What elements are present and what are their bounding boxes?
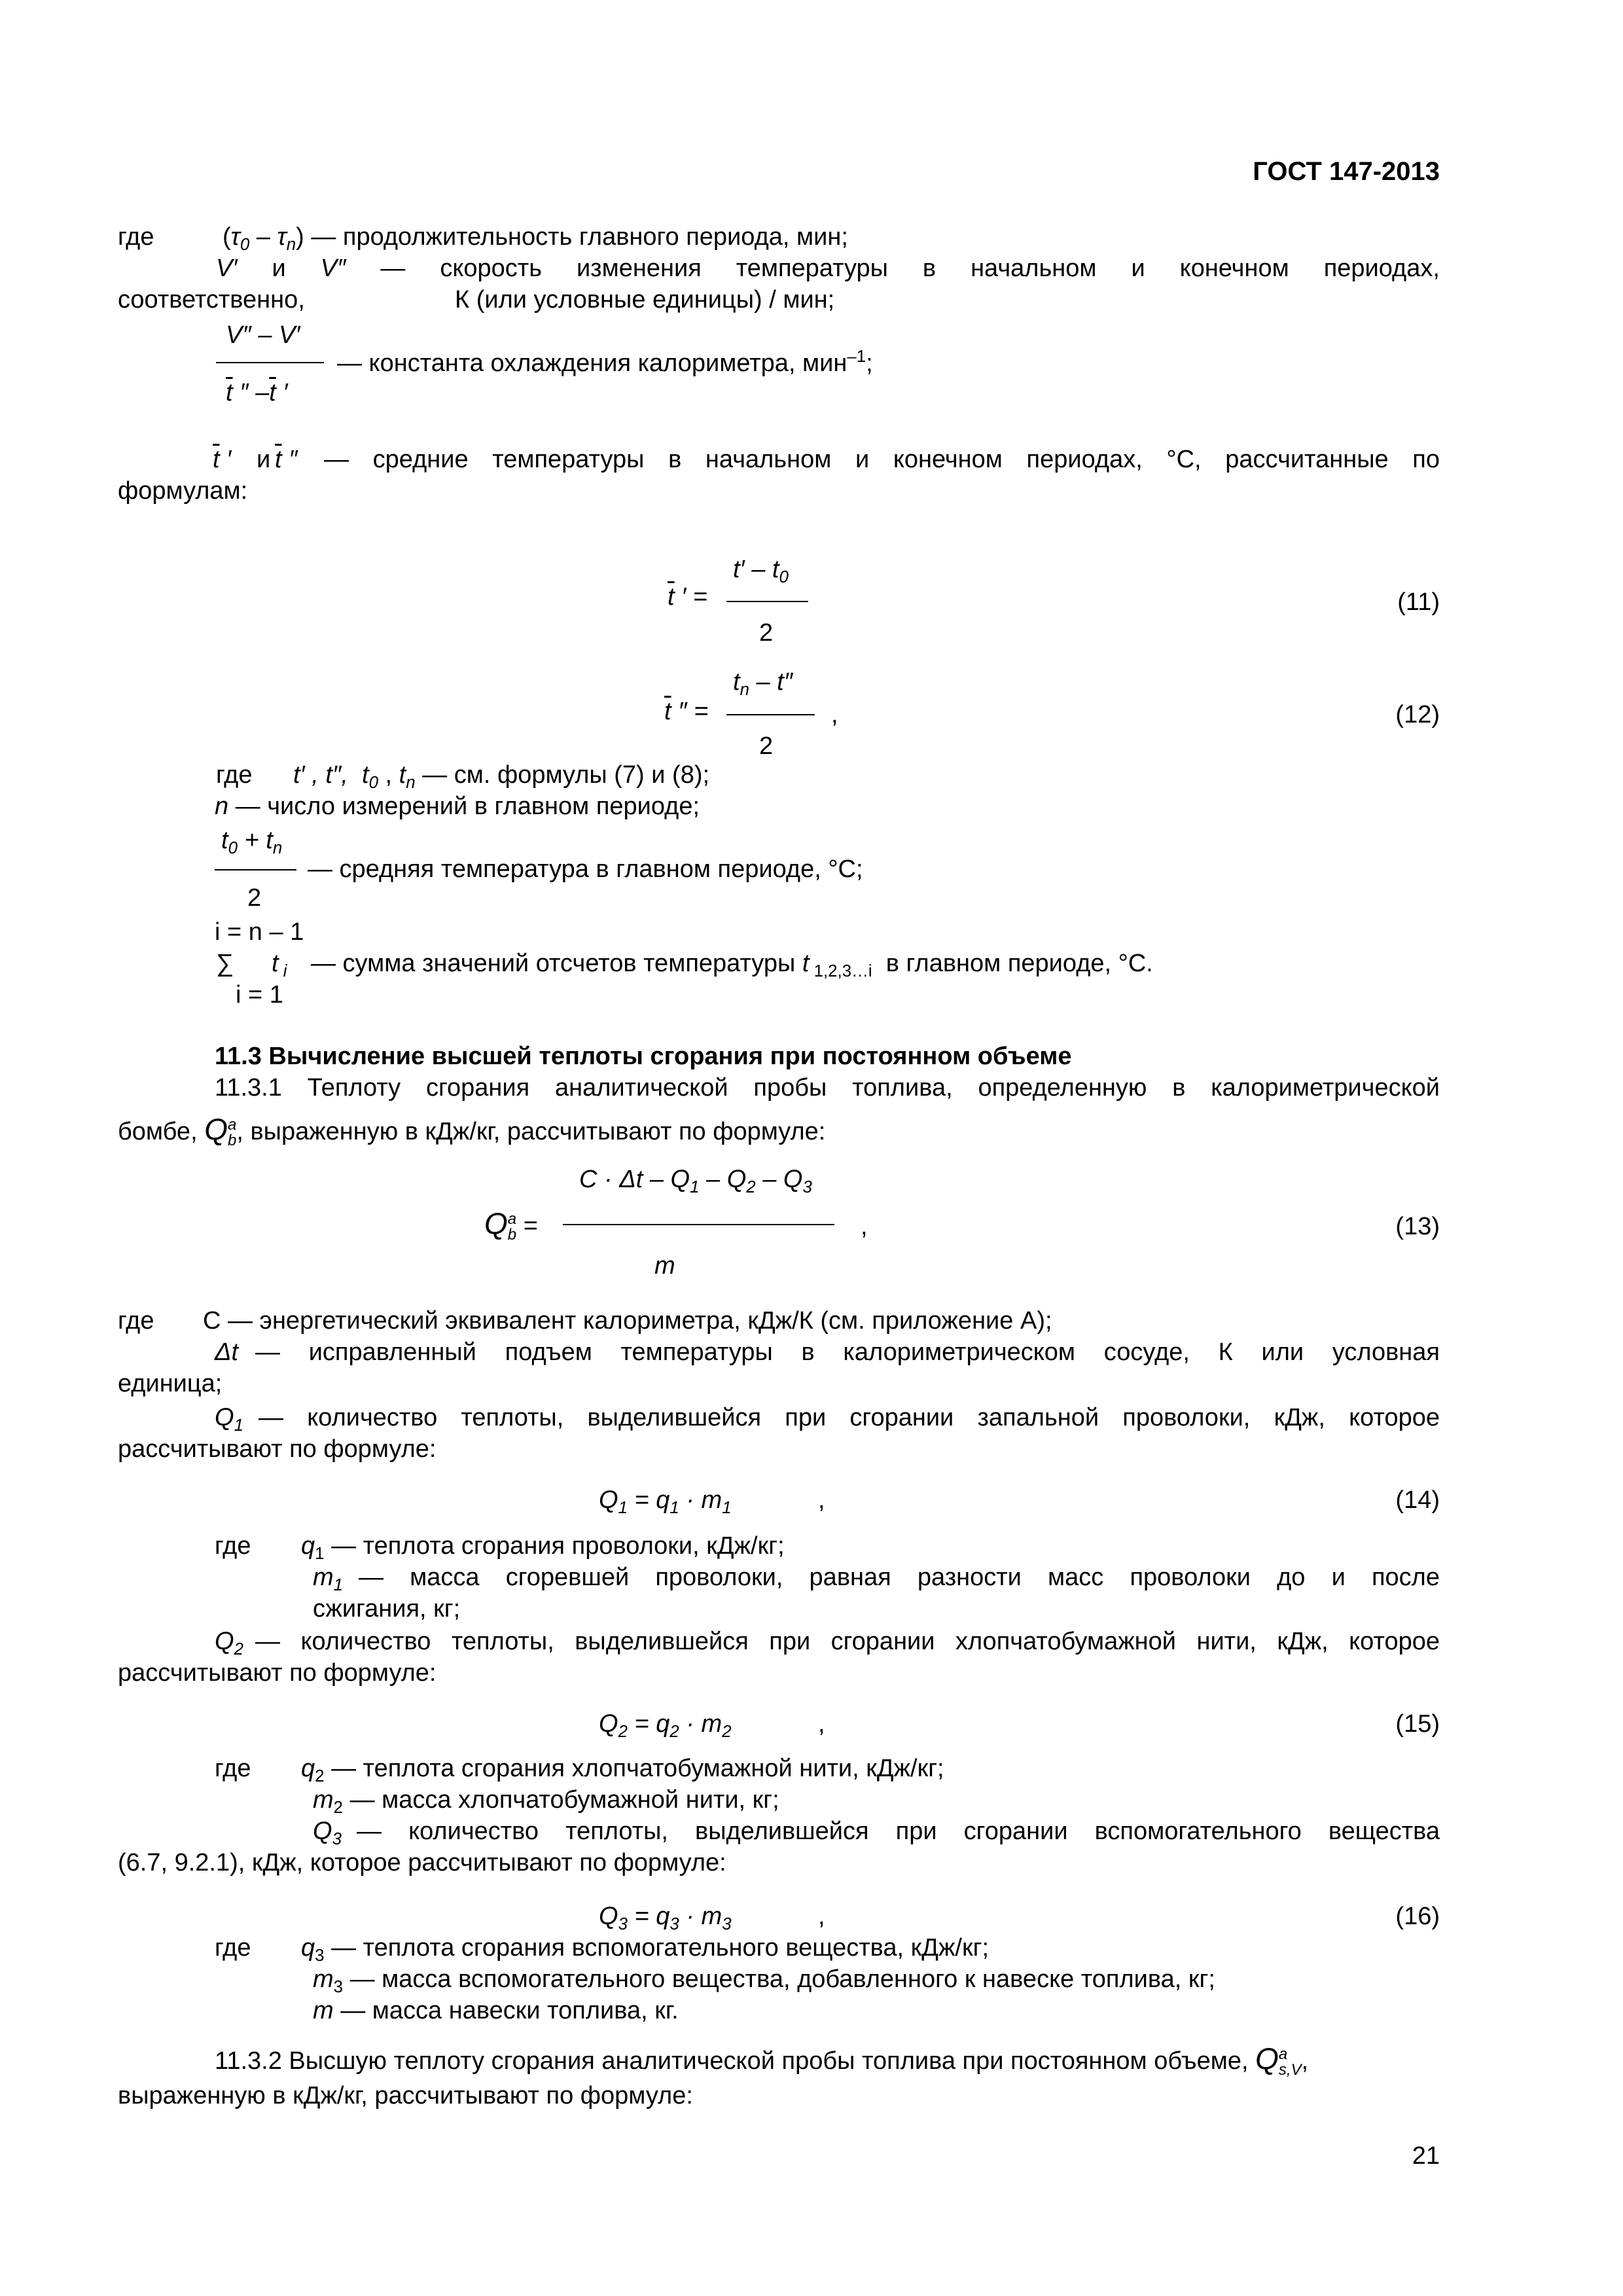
v-word-0: —	[380, 255, 406, 282]
para-11-3-2-line2: выраженную в кДж/кг, рассчитывают по формуле:	[118, 2082, 693, 2109]
para-11-3-1-a: бомбе,	[118, 1118, 198, 1145]
m-definition: m — масса навески топлива, кг.	[313, 1997, 679, 2024]
n-definition: n — число измерений в главном периоде;	[215, 793, 700, 820]
para-11-3-1-b: , выраженную в кДж/кг, рассчитывают по формуле:	[236, 1118, 826, 1145]
v-line2-b: К (или условные единицы) / мин;	[455, 286, 835, 314]
m1-description: — масса сгоревшей проволоки, равная разности масс проволоки до и после	[359, 1564, 1440, 1591]
avg-t-prime-symbol: $\overline{t}$ ′	[213, 446, 232, 473]
q2small-description: — теплота сгорания хлопчатобумажной нити, кДж/кг;	[331, 1755, 944, 1782]
vars-description: — см. формулы (7) и (8);	[422, 761, 710, 789]
sum-description: — сумма значений отсчетов температуры	[311, 950, 796, 977]
dt-symbol: Δt	[215, 1338, 239, 1366]
v-line2-a: соответственно,	[118, 286, 305, 314]
q1small-definition: $q_1$ — теплота сгорания проволоки, кДж/кг;	[301, 1532, 785, 1563]
mid-numerator: $t_0 + t_n$	[221, 827, 283, 857]
avg-and: и	[257, 446, 271, 473]
f11-fraction-bar	[726, 601, 808, 602]
f12-number: (12)	[1395, 701, 1440, 728]
q2-description: — количество теплоты, выделившейся при сгорании хлопчатобумажной нити, кДж, которое	[255, 1628, 1440, 1655]
q3-description: — количество теплоты, выделившейся при сгорании вспомогательного вещества	[357, 1818, 1440, 1845]
m-description: — масса навески топлива, кг.	[340, 1997, 679, 2024]
v-and: и	[272, 255, 286, 282]
para-11-3-2-text: 11.3.2 Высшую теплоту сгорания аналитической пробы топлива при постоянном объеме,	[215, 2047, 1249, 2075]
f13-denominator: m	[654, 1252, 675, 1280]
f13-comma: ,	[861, 1213, 868, 1240]
c-description: — энергетический эквивалент калориметра, кДж/К (см. приложение А);	[228, 1307, 1052, 1335]
m3-description: — масса вспомогательного вещества, добавленного к навеске топлива, кг;	[349, 1965, 1215, 1993]
q3-description-2: (6.7, 9.2.1), кДж, которое рассчитывают по формуле:	[118, 1849, 726, 1876]
f11-denominator: 2	[759, 619, 774, 647]
f15-comma: ,	[818, 1710, 825, 1738]
para-11-3-2: 11.3.2 Высшую теплоту сгорания аналитической пробы топлива при постоянном объеме, Q a s,V ,	[215, 2041, 1309, 2079]
v-word-1: скорость	[440, 255, 542, 282]
where-label-3: где	[118, 1307, 154, 1335]
f14-number: (14)	[1395, 1486, 1440, 1514]
q3small-definition: $q_3$ — теплота сгорания вспомогательного вещества, кДж/кг;	[301, 1934, 990, 1965]
const-numerator: V″ – V′	[226, 321, 300, 349]
para-11-3-2-end: ,	[1301, 2047, 1309, 2075]
const-definition	[337, 349, 873, 379]
f11-numerator: $t' - t_0$	[733, 556, 789, 586]
q1-description: — количество теплоты, выделившейся при сгорании запальной проволоки, кДж, которое	[259, 1404, 1440, 1431]
dt-description: — исправленный подъем температуры в калориметрическом сосуде, К или условная	[255, 1338, 1440, 1366]
n-description: — число измерений в главном периоде;	[235, 793, 700, 820]
mid-fraction-bar	[215, 869, 296, 870]
avg-description: — средние температуры в начальном и конечном периодах, °С, рассчитанные по	[324, 446, 1440, 473]
where-label: где	[118, 223, 154, 251]
document-id: ГОСТ 147-2013	[1253, 157, 1440, 186]
sum-description-2: в главном периоде, °С.	[885, 950, 1153, 977]
v-word-5: начальном	[971, 255, 1097, 282]
f13-fraction-bar	[563, 1224, 834, 1225]
tau-definition: $(\tau_0 - \tau_n)$ — продолжительность главного периода, мин;	[223, 223, 848, 254]
f12-lhs: $\overline{t}$ ″ =	[664, 698, 709, 725]
v-double-prime-symbol: V″	[320, 255, 346, 282]
q1-description-2: рассчитывают по формуле:	[118, 1435, 437, 1463]
f14-expression: $Q_1 = q_1 \cdot m_1$	[599, 1486, 732, 1517]
f12-comma: ,	[831, 701, 838, 728]
sum-lower-limit: i = 1	[236, 981, 283, 1009]
const-denominator: $\overline{t}$ ″ $-\overline{t}$ ′	[226, 379, 288, 406]
sum-sign: ∑	[216, 950, 234, 977]
c-definition: C — энергетический эквивалент калориметра, кДж/К (см. приложение А);	[203, 1307, 1052, 1335]
f16-number: (16)	[1395, 1903, 1440, 1930]
const-fraction-bar	[216, 362, 324, 363]
where-label-4: где	[215, 1532, 251, 1560]
q3-symbol: $Q_3$	[313, 1818, 342, 1848]
avg-t-double-prime-symbol: $\overline{t}$ ″	[275, 446, 298, 473]
const-description: — константа охлаждения калориметра, мин	[337, 350, 847, 377]
f11-lhs: $\overline{t}$ ′ =	[668, 583, 707, 611]
f14-comma: ,	[818, 1486, 825, 1514]
f13-numerator: $C \cdot \Delta t - Q_1 - Q_2 - Q_3$	[579, 1166, 812, 1196]
avg-description-2: формулам:	[118, 477, 248, 505]
f12-numerator: $t_n - t''$	[733, 668, 793, 699]
where-label-5: где	[215, 1755, 251, 1782]
page-number: 21	[1412, 2142, 1440, 2170]
v-word-7: конечном	[1179, 255, 1289, 282]
where-label-6: где	[215, 1934, 251, 1962]
where-label-2: где	[216, 761, 253, 789]
q1-symbol: $Q_1$	[215, 1404, 243, 1435]
f13-lhs: Q a b =	[484, 1206, 538, 1244]
f16-comma: ,	[818, 1903, 825, 1930]
q1small-description: — теплота сгорания проволоки, кДж/кг;	[331, 1532, 785, 1560]
f12-fraction-bar	[726, 714, 815, 715]
v-word-3: температуры	[736, 255, 888, 282]
mid-denominator: 2	[247, 884, 262, 912]
m2-description: — масса хлопчатобумажной нити, кг;	[349, 1786, 779, 1814]
m1-description-2: сжигания, кг;	[313, 1595, 461, 1623]
f15-expression: $Q_2 = q_2 \cdot m_2$	[599, 1710, 732, 1741]
v-prime-symbol: V′	[216, 255, 238, 282]
f16-expression: $Q_3 = q_3 \cdot m_3$	[599, 1903, 732, 1933]
v-word-4: в	[922, 255, 936, 282]
sum-upper-limit: i = n – 1	[215, 918, 304, 946]
f13-number: (13)	[1395, 1213, 1440, 1240]
mid-description: — средняя температура в главном периоде, °С;	[308, 855, 863, 883]
para-11-3-1-line2: бомбе, Q a b , выраженную в кДж/кг, рассчитывают по формуле:	[118, 1112, 826, 1149]
v-word-2: изменения	[576, 255, 702, 282]
const-exponent: –1	[847, 347, 866, 366]
f15-number: (15)	[1395, 1710, 1440, 1738]
q2-symbol: $Q_2$	[215, 1628, 243, 1659]
v-word-8: периодах,	[1323, 255, 1440, 282]
section-heading: 11.3 Вычисление высшей теплоты сгорания при постоянном объеме	[215, 1043, 1072, 1070]
q2-description-2: рассчитывают по формуле:	[118, 1659, 437, 1687]
const-end: ;	[866, 350, 873, 377]
f12-denominator: 2	[759, 732, 774, 760]
m1-symbol: $m_1$	[313, 1564, 344, 1594]
q2small-definition: $q_2$ — теплота сгорания хлопчатобумажной нити, кДж/кг;	[301, 1755, 944, 1785]
sum-term: t $_i$	[272, 950, 287, 980]
sum-definition: — сумма значений отсчетов температуры t $_{1,2,3\dots i}$ в главном периоде, °С.	[311, 950, 1153, 980]
v-word-6: и	[1131, 255, 1145, 282]
dt-description-2: единица;	[118, 1370, 223, 1397]
v-definition-line	[216, 254, 1440, 284]
tau-description: — продолжительность главного периода, мин;	[311, 223, 848, 251]
m3-definition: $m_3$ — масса вспомогательного вещества, добавленного к навеске топлива, кг;	[313, 1965, 1215, 1996]
q3small-description: — теплота сгорания вспомогательного вещества, кДж/кг;	[331, 1934, 990, 1962]
vars-definition: t′ , t″, $t_0$ , $t_n$ — см. формулы (7) и (8);	[293, 761, 710, 792]
f11-number: (11)	[1397, 588, 1440, 616]
f11-numerator-text: t′ – t	[733, 556, 779, 583]
para-11-3-1: 11.3.1 Теплоту сгорания аналитической пробы топлива, определенную в калориметрической	[215, 1074, 1440, 1102]
m2-definition: $m_2$ — масса хлопчатобумажной нити, кг;	[313, 1786, 779, 1817]
